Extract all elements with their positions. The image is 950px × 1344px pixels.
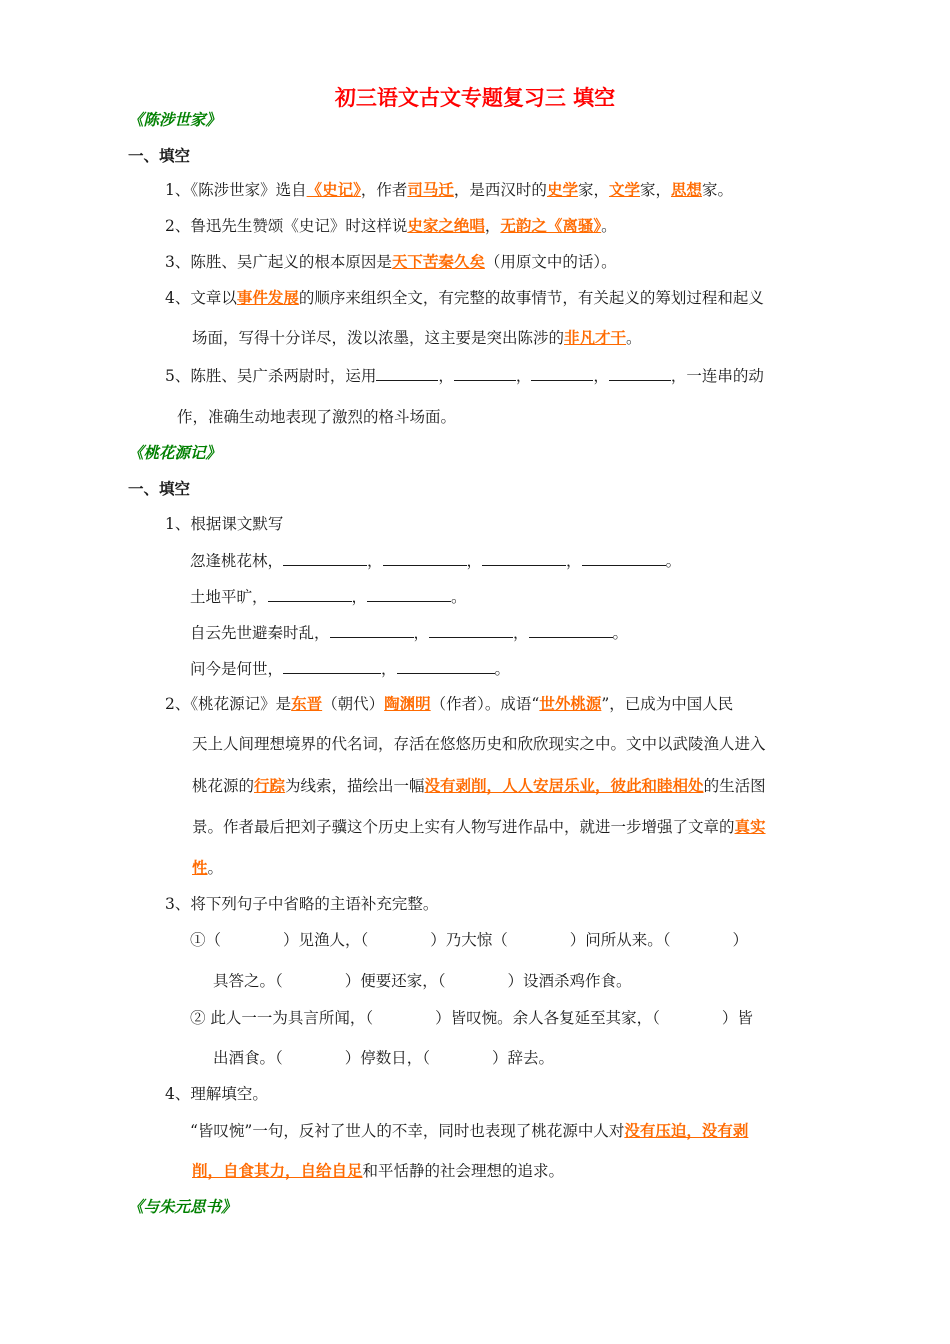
- answer: 史家之绝唱: [407, 216, 485, 235]
- text: 1、《陈涉世家》选自: [165, 181, 307, 199]
- section-title-chenshe: 《陈涉世家》: [128, 110, 222, 129]
- text: 2、鲁迅先生赞颂《史记》时这样说: [165, 217, 408, 235]
- answer: 削，自食其力，自给自足: [192, 1161, 363, 1180]
- blank[interactable]: [531, 365, 593, 381]
- text: （朝代）: [322, 695, 385, 713]
- text: 4、文章以: [165, 289, 237, 307]
- text: ，: [466, 552, 483, 570]
- text: 5、陈胜、吴广杀两尉时，运用: [165, 367, 377, 385]
- text: 家。: [702, 181, 734, 199]
- answer: 陶渊明: [384, 694, 431, 713]
- answer: 世外桃源: [539, 694, 602, 713]
- blank[interactable]: [529, 622, 613, 638]
- text: ，一连串的动: [670, 367, 764, 385]
- blank[interactable]: [383, 550, 467, 566]
- question-1: 1、根据课文默写: [165, 515, 284, 533]
- blank[interactable]: [429, 622, 513, 638]
- question-2-cont: [192, 776, 766, 796]
- text: “皆叹惋”一句，反衬了世人的不幸，同时也表现了桃花源中人对: [190, 1122, 625, 1140]
- question-4: [165, 288, 764, 308]
- text: ，: [367, 552, 383, 570]
- text: ，: [438, 367, 454, 385]
- text: （作者）。成语“: [430, 695, 540, 713]
- text: 为线索，描绘出一幅: [285, 777, 425, 795]
- blank[interactable]: [397, 658, 495, 674]
- recite-line-1: [190, 550, 681, 571]
- blank[interactable]: [268, 586, 352, 602]
- question-3-item-2-cont: 出酒食。（ ）停数日，（ ）辞去。: [213, 1049, 555, 1067]
- text: ，: [515, 367, 532, 385]
- question-3-item-1: ①（ ）见渔人，（ ）乃大惊（ ）问所从来。（ ）: [190, 931, 749, 949]
- text: 景。作者最后把刘子骥这个历史上实有人物写进作品中，就进一步增强了文章的: [192, 818, 735, 836]
- answer: 史学: [546, 180, 578, 199]
- text: ，: [413, 624, 430, 642]
- answer: 没有压迫，没有剥: [624, 1121, 749, 1140]
- text: 桃花源的: [192, 777, 255, 795]
- text: 和平恬静的社会理想的追求。: [362, 1162, 565, 1180]
- answer: 《史记》: [306, 180, 361, 199]
- answer: 东晋: [291, 694, 323, 713]
- text: 的生活图: [703, 777, 766, 795]
- text: ，: [566, 552, 582, 570]
- question-4-text: [190, 1121, 748, 1141]
- text: 。: [494, 660, 511, 678]
- text: 土地平旷，: [190, 588, 268, 606]
- answer: 文学: [608, 180, 640, 199]
- text: ，: [381, 660, 397, 678]
- answer: 思想: [671, 180, 703, 199]
- answer: 天下苦秦久矣: [391, 252, 485, 271]
- blank[interactable]: [454, 365, 516, 381]
- blank[interactable]: [482, 550, 566, 566]
- text: 家，: [639, 181, 671, 199]
- page-title: 初三语文古文专题复习三 填空: [334, 85, 616, 110]
- section-heading: 一、填空: [128, 479, 191, 498]
- text: ，是西汉时的: [453, 181, 547, 199]
- question-4-cont: [192, 328, 642, 348]
- answer: 事件发展: [236, 288, 299, 307]
- question-3-item-2: ② 此人一一为具言所闻，（ ）皆叹惋。余人各复延至其家，（ ）皆: [190, 1009, 753, 1027]
- question-5-cont: 作，准确生动地表现了激烈的格斗场面。: [177, 408, 457, 426]
- question-2-cont: [192, 858, 223, 878]
- recite-line-4: [190, 658, 510, 679]
- text: 。: [207, 859, 224, 877]
- blank[interactable]: [367, 586, 451, 602]
- text: 。: [601, 217, 617, 235]
- text: 2、《桃花源记》是: [165, 695, 292, 713]
- recite-line-3: [190, 622, 628, 643]
- text: ，: [484, 217, 501, 235]
- text: ，作者: [360, 181, 408, 199]
- answer: 司马迁: [407, 180, 454, 199]
- text: 家，: [577, 181, 609, 199]
- question-3-item-1-cont: 具答之。（ ）便要还家，（ ）设酒杀鸡作食。: [213, 972, 632, 990]
- answer: 行踪: [254, 776, 286, 795]
- question-2-cont: [192, 817, 766, 837]
- text: 自云先世避秦时乱，: [190, 624, 330, 642]
- section-title-taohuayuan: 《桃花源记》: [128, 443, 222, 462]
- text: 忽逢桃花林，: [190, 552, 284, 570]
- blank[interactable]: [609, 365, 671, 381]
- question-3: 3、将下列句子中省略的主语补充完整。: [165, 895, 439, 913]
- question-4: 4、理解填空。: [165, 1085, 268, 1103]
- text: （用原文中的话）。: [484, 253, 617, 271]
- blank[interactable]: [582, 550, 666, 566]
- section-title-yuzhuyuansishu: 《与朱元思书》: [128, 1197, 237, 1216]
- text: ，: [351, 588, 368, 606]
- section-heading: 一、填空: [128, 146, 191, 165]
- question-4-text-cont: [192, 1161, 564, 1181]
- text: ”，已成为中国人民: [601, 695, 734, 713]
- text: 3、陈胜、吴广起义的根本原因是: [165, 253, 392, 271]
- question-2: [165, 694, 733, 714]
- question-5: [165, 365, 764, 386]
- blank[interactable]: [330, 622, 414, 638]
- text: 的顺序来组织全文，有完整的故事情节，有关起义的筹划过程和起义: [298, 289, 764, 307]
- answer: 非凡才干: [564, 328, 627, 347]
- question-2-cont: 天上人间理想境界的代名词，存活在悠悠历史和欣欣现实之中。文中以武陵渔人进入: [192, 735, 766, 753]
- recite-line-2: [190, 586, 467, 607]
- answer: 性: [192, 858, 208, 877]
- text: ，: [593, 367, 609, 385]
- question-2: [165, 216, 617, 236]
- answer: 没有剥削，人人安居乐业，彼此和睦相处: [424, 776, 704, 795]
- blank[interactable]: [283, 658, 381, 674]
- answer: 真实: [734, 817, 766, 836]
- blank[interactable]: [283, 550, 367, 566]
- text: 场面，写得十分详尽，泼以浓墨，这主要是突出陈涉的: [192, 329, 565, 347]
- question-1: [165, 180, 733, 200]
- text: 。: [626, 329, 642, 347]
- text: 。: [612, 624, 629, 642]
- text: 问今是何世，: [190, 660, 284, 678]
- text: ，: [513, 624, 529, 642]
- blank[interactable]: [376, 365, 438, 381]
- text: 。: [451, 588, 467, 606]
- question-3: [165, 252, 617, 272]
- text: 。: [665, 552, 682, 570]
- answer: 无韵之《离骚》: [500, 216, 602, 235]
